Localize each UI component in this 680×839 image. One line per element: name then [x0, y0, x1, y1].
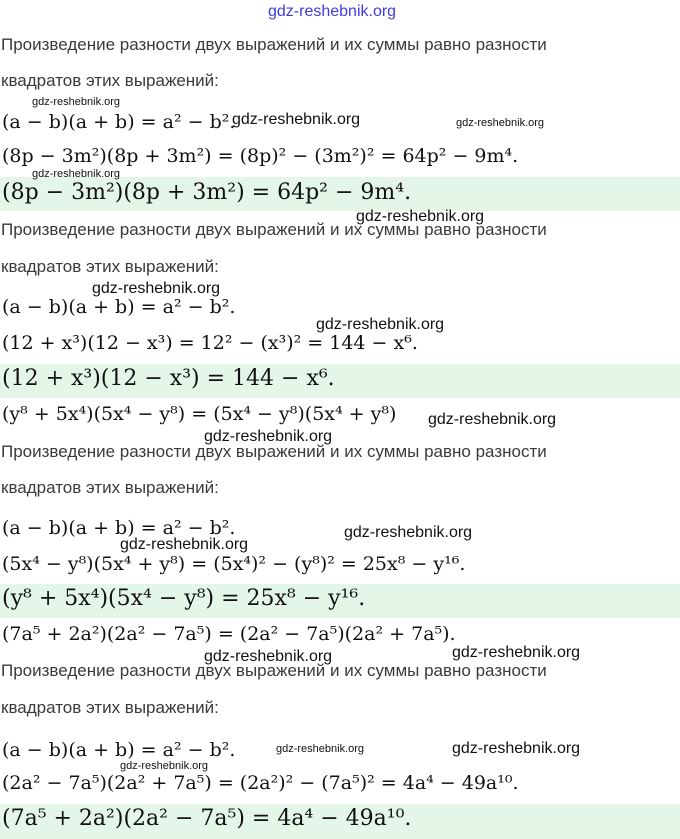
problem-2-work: (12 + x³)(12 − x³) = 12² − (x³)² = 144 − x⁶.: [2, 332, 418, 354]
watermark: gdz-reshebnik.org: [456, 117, 545, 129]
rule-text-line-2: квадратов этих выражений:: [1, 257, 219, 276]
rule-text-line-2: квадратов этих выражений:: [1, 71, 219, 90]
watermark: gdz-reshebnik.org: [452, 740, 581, 757]
watermark: gdz-reshebnik.org: [344, 524, 473, 541]
problem-1-work: (8p − 3m²)(8p + 3m²) = (8p)² − (3m²)² = 64p² − 9m⁴.: [2, 145, 519, 167]
watermark: gdz-reshebnik.org: [452, 644, 581, 661]
header-watermark: gdz-reshebnik.org: [268, 3, 397, 20]
watermark: gdz-reshebnik.org: [316, 316, 445, 333]
watermark: gdz-reshebnik.org: [276, 743, 365, 755]
watermark: gdz-reshebnik.org: [204, 428, 333, 445]
rule-text-line-1: Произведение разности двух выражений и их суммы равно разности: [1, 35, 547, 54]
watermark: gdz-reshebnik.org: [120, 536, 249, 553]
problem-2-answer: (12 + x³)(12 − x³) = 144 − x⁶.: [2, 366, 335, 391]
watermark: gdz-reshebnik.org: [120, 760, 209, 772]
watermark: gdz-reshebnik.org: [232, 111, 361, 128]
rule-text-line-1: Произведение разности двух выражений и их суммы равно разности: [1, 661, 547, 680]
rule-text-line-2: квадратов этих выражений:: [1, 478, 219, 497]
watermark: gdz-reshebnik.org: [356, 208, 485, 225]
watermark: gdz-reshebnik.org: [428, 411, 557, 428]
problem-4-task: (7a⁵ + 2a²)(2a² − 7a⁵) = (2a² − 7a⁵)(2a² + 7a⁵).: [2, 623, 456, 645]
problem-3-work: (5x⁴ − y⁸)(5x⁴ + y⁸) = (5x⁴)² − (y⁸)² = 25x⁸ − y¹⁶.: [2, 553, 466, 575]
problem-1-answer: (8p − 3m²)(8p + 3m²) = 64p² − 9m⁴.: [2, 180, 412, 205]
formula: (a − b)(a + b) = a² − b².: [2, 296, 236, 318]
watermark: gdz-reshebnik.org: [32, 168, 121, 180]
formula: (a − b)(a + b) = a² − b².: [2, 517, 236, 539]
watermark: gdz-reshebnik.org: [32, 96, 121, 108]
formula: (a − b)(a + b) = a² − b².: [2, 739, 236, 761]
watermark: gdz-reshebnik.org: [92, 280, 221, 297]
rule-text-line-1: Произведение разности двух выражений и их суммы равно разности: [1, 442, 547, 461]
problem-3-task: (y⁸ + 5x⁴)(5x⁴ − y⁸) = (5x⁴ − y⁸)(5x⁴ + y⁸): [2, 403, 397, 425]
rule-text-line-2: квадратов этих выражений:: [1, 698, 219, 717]
watermark: gdz-reshebnik.org: [204, 648, 333, 665]
formula: (a − b)(a + b) = a² − b².: [2, 111, 236, 133]
rule-text-line-1: Произведение разности двух выражений и их суммы равно разности: [1, 220, 547, 239]
problem-3-answer: (y⁸ + 5x⁴)(5x⁴ − y⁸) = 25x⁸ − y¹⁶.: [2, 586, 366, 611]
problem-4-work: (2a² − 7a⁵)(2a² + 7a⁵) = (2a²)² − (7a⁵)² = 4a⁴ − 49a¹⁰.: [2, 772, 519, 794]
problem-4-answer: (7a⁵ + 2a²)(2a² − 7a⁵) = 4a⁴ − 49a¹⁰.: [2, 806, 412, 831]
